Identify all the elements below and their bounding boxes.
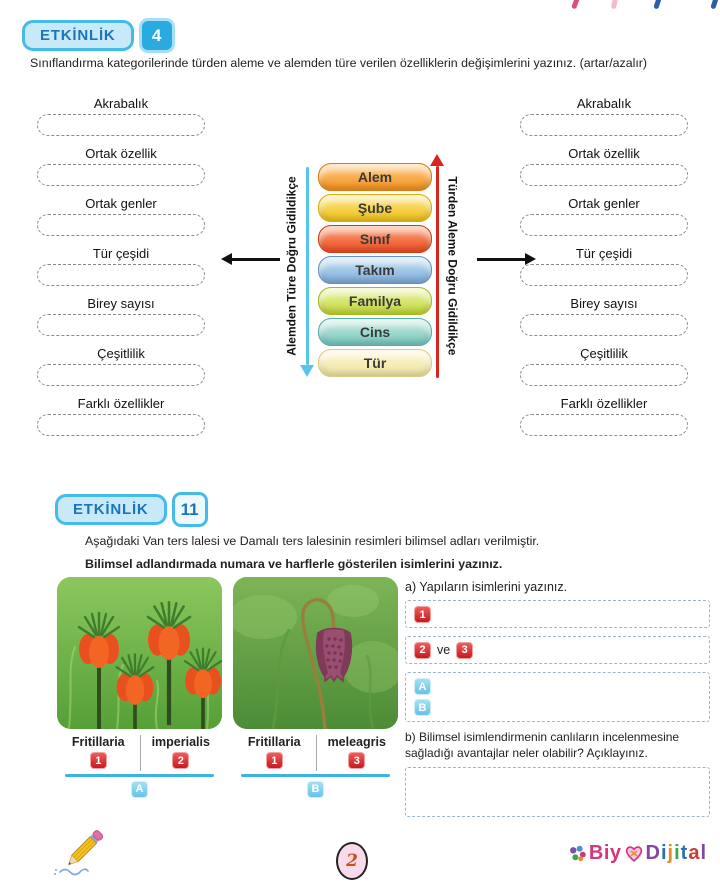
taxonomy-level-tur: Tür xyxy=(318,349,432,377)
number-badge-2: 2 xyxy=(172,752,189,769)
species-name: imperialis xyxy=(151,735,210,749)
answer-slot xyxy=(520,196,688,246)
checkered-fritillary-flower-illustration xyxy=(233,577,398,729)
answer-slot xyxy=(520,296,688,346)
specimen-meleagris xyxy=(233,577,398,798)
genus-name: Fritillaria xyxy=(247,735,301,749)
letter-badge-A: A xyxy=(131,781,148,798)
number-badge-1: 1 xyxy=(414,606,431,623)
taxonomy-level-cins: Cins xyxy=(318,318,432,346)
logo-letter: D xyxy=(645,842,660,864)
crown-imperial-flower-illustration xyxy=(57,577,222,729)
van-ters-lalesi-photo xyxy=(57,577,222,729)
answer-box[interactable] xyxy=(37,414,205,436)
question-a: a) Yapıların isimlerini yazınız. xyxy=(405,580,568,594)
answer-box[interactable] xyxy=(37,264,205,286)
species-name: meleagris xyxy=(327,735,386,749)
answer-box[interactable] xyxy=(520,164,688,186)
answer-slot xyxy=(37,396,205,446)
taxonomy-level-alem: Alem xyxy=(318,163,432,191)
answer-slot xyxy=(37,146,205,196)
letter-badge-B: B xyxy=(414,699,431,716)
down-arrow-head-icon xyxy=(300,365,314,377)
up-arrow-label: Türden Aleme Doğru Gidildikçe xyxy=(445,176,460,356)
name-underline xyxy=(65,774,214,777)
logo-letter: l xyxy=(700,842,706,864)
answer-box-1[interactable] xyxy=(405,600,710,628)
activity4-left-column xyxy=(37,96,205,446)
pencil-doodle-icon xyxy=(52,824,114,878)
slot-label: Tür çeşidi xyxy=(575,246,633,261)
activity11-instruction: Bilimsel adlandırmada numara ve harflerle gösterilen isimlerini yazınız. xyxy=(85,557,503,571)
name-divider xyxy=(316,735,317,771)
left-pointer-line xyxy=(232,258,280,261)
slot-label: Akrabalık xyxy=(576,96,632,111)
slot-label: Ortak genler xyxy=(568,196,640,211)
answer-box[interactable] xyxy=(520,314,688,336)
page-edge-decoration xyxy=(653,0,661,9)
answer-slot xyxy=(37,246,205,296)
answer-box[interactable] xyxy=(520,264,688,286)
slot-label: Tür çeşidi xyxy=(92,246,150,261)
left-arrow-icon xyxy=(221,253,232,265)
answer-slot xyxy=(37,196,205,246)
taxonomy-level-sube: Şube xyxy=(318,194,432,222)
activity4-badge: ETKİNLİK xyxy=(22,20,134,51)
logo-letter: i xyxy=(660,842,667,864)
right-pointer-line xyxy=(477,258,525,261)
answer-box-a-b[interactable] xyxy=(405,672,710,722)
answer-box[interactable] xyxy=(520,364,688,386)
activity11-header xyxy=(55,492,208,527)
answer-slot xyxy=(37,296,205,346)
genus-name: Fritillaria xyxy=(71,735,125,749)
right-arrow-icon xyxy=(525,253,536,265)
logo-letter: j xyxy=(667,842,674,864)
page-edge-decoration xyxy=(571,0,580,9)
answer-box-2-3[interactable] xyxy=(405,636,710,664)
answer-slot xyxy=(520,96,688,146)
activity11-intro: Aşağıdaki Van ters lalesi ve Damalı ters lalesinin resimleri bilimsel adları verilmiştir. xyxy=(85,534,540,548)
activity11-questions xyxy=(405,580,710,817)
number-badge-1: 1 xyxy=(266,752,283,769)
answer-slot xyxy=(37,96,205,146)
answer-slot xyxy=(37,346,205,396)
down-arrow-line xyxy=(306,167,309,365)
slot-label: Birey sayısı xyxy=(87,296,155,311)
name-divider xyxy=(140,735,141,771)
answer-box[interactable] xyxy=(37,214,205,236)
taxonomy-level-familya: Familya xyxy=(318,287,432,315)
logo-flower-icon xyxy=(569,845,586,862)
slot-label: Farklı özellikler xyxy=(77,396,165,411)
specimen-imperialis xyxy=(57,577,222,798)
number-badge-2: 2 xyxy=(414,642,431,659)
logo-text-biy: Biy xyxy=(588,842,622,864)
taxonomy-pyramid xyxy=(318,163,432,377)
number-badge-3: 3 xyxy=(456,642,473,659)
down-arrow-label: Alemden Türe Doğru Gidildikçe xyxy=(284,176,299,356)
answer-slot xyxy=(520,396,688,446)
slot-label: Ortak genler xyxy=(85,196,157,211)
answer-slot xyxy=(520,146,688,196)
binomial-name-row xyxy=(233,735,398,749)
answer-box[interactable] xyxy=(520,214,688,236)
activity11-number-badge: 11 xyxy=(172,492,208,527)
specimen-area xyxy=(57,577,398,798)
name-underline xyxy=(241,774,390,777)
question-b: b) Bilimsel isimlendirmenin canlıların incelenmesine sağladığı avantajlar neler olabilir? Açıklayınız. xyxy=(405,730,680,760)
answer-box[interactable] xyxy=(520,114,688,136)
slot-label: Akrabalık xyxy=(93,96,149,111)
biyodijital-logo xyxy=(569,842,706,865)
activity4-number-badge: 4 xyxy=(139,18,175,53)
number-badge-1: 1 xyxy=(90,752,107,769)
slot-label: Çeşitlilik xyxy=(580,346,628,361)
binomial-name-row xyxy=(57,735,222,749)
answer-box[interactable] xyxy=(37,164,205,186)
connector-label: ve xyxy=(437,643,451,657)
slot-label: Çeşitlilik xyxy=(97,346,145,361)
logo-letter: a xyxy=(688,842,700,864)
slot-label: Farklı özellikler xyxy=(560,396,648,411)
page-edge-decoration xyxy=(710,0,718,9)
answer-box[interactable] xyxy=(37,114,205,136)
answer-box[interactable] xyxy=(37,364,205,386)
page-number: 2 xyxy=(336,842,368,880)
heart-icon xyxy=(623,843,645,864)
damali-ters-lalesi-photo xyxy=(233,577,398,729)
slot-label: Birey sayısı xyxy=(570,296,638,311)
answer-box-b[interactable] xyxy=(405,767,710,817)
activity4-instruction: Sınıflandırma kategorilerinde türden aleme ve alemden türe verilen özelliklerin değişimlerini yazınız. (artar/azalır) xyxy=(30,56,648,70)
taxonomy-level-takim: Takım xyxy=(318,256,432,284)
answer-box[interactable] xyxy=(520,414,688,436)
up-arrow-line xyxy=(436,166,439,378)
answer-slot xyxy=(520,346,688,396)
up-arrow-head-icon xyxy=(430,154,444,166)
letter-badge-B: B xyxy=(307,781,324,798)
slot-label: Ortak özellik xyxy=(568,146,640,161)
activity4-right-column xyxy=(520,96,688,446)
letter-badge-A: A xyxy=(414,678,431,695)
activity4-header xyxy=(22,18,175,53)
number-badge-3: 3 xyxy=(348,752,365,769)
logo-letter: i xyxy=(674,842,680,864)
answer-box[interactable] xyxy=(37,314,205,336)
taxonomy-level-sinif: Sınıf xyxy=(318,225,432,253)
logo-letter: t xyxy=(680,842,688,864)
answer-slot xyxy=(520,246,688,296)
activity11-badge: ETKİNLİK xyxy=(55,494,167,525)
page-edge-decoration xyxy=(611,0,618,9)
slot-label: Ortak özellik xyxy=(85,146,157,161)
